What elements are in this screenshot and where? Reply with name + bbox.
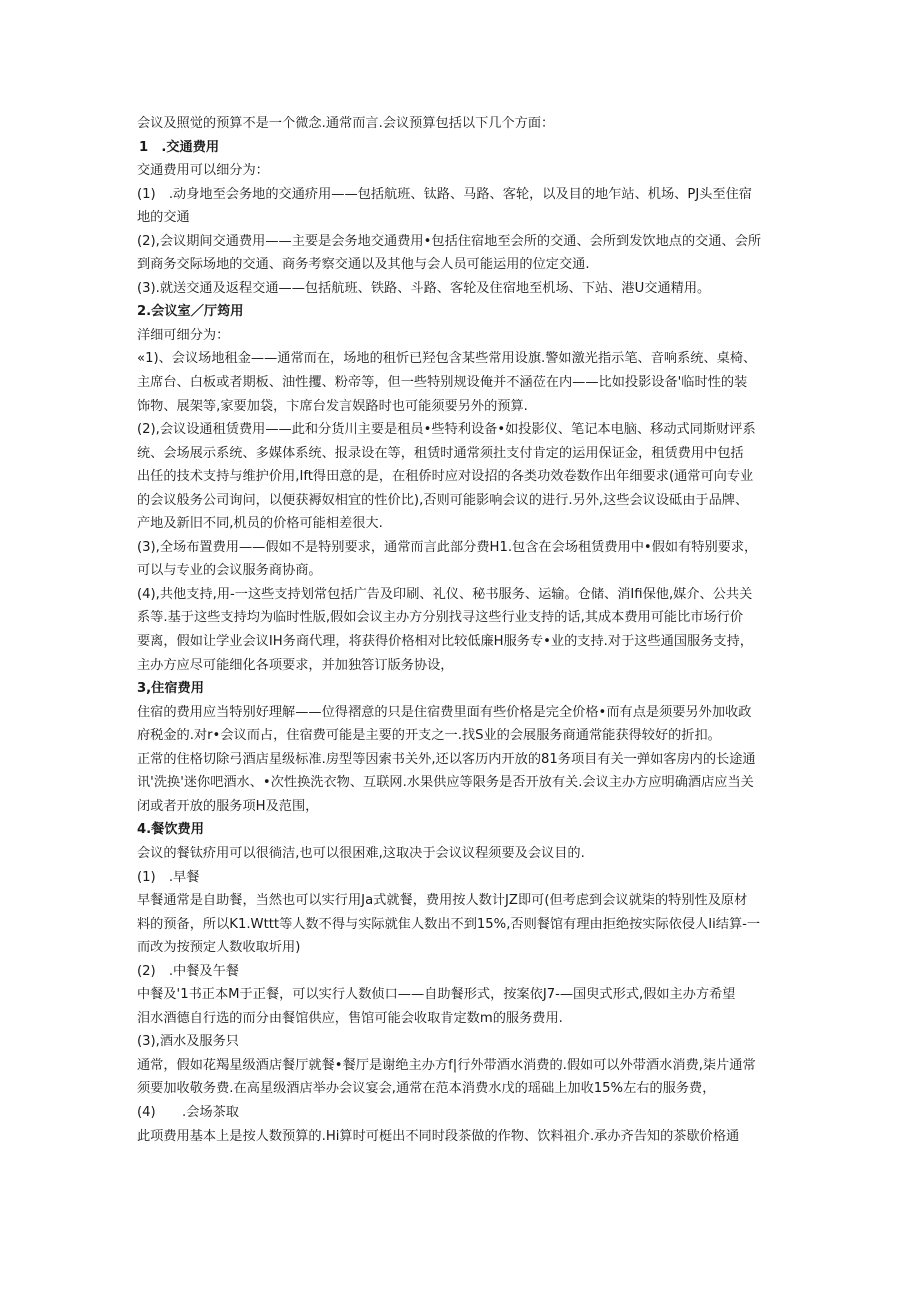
subheading-breakfast: (1) .早餐 <box>137 869 200 885</box>
paragraph-line: (4),共他支持,用-一这些支持划常包括广告及印刷、礼仪、秘书服务、运输。仓储、消Ifi保他,媒介、公共关 <box>137 586 753 602</box>
paragraph-line: (3),全场布置费用——假如不是特别要求，通常而言此部分费H1.包含在会场租赁费用中•假如有特别要求， <box>137 539 758 555</box>
paragraph-line: 的会议般务公司询问，以便获褥奴相宜的性价比),否则可能影响会议的进行.另外,这些会议设砥由于品牌、 <box>137 492 749 508</box>
intro-line: 会议及照觉的预算不是一个微念.通常而言.会议预算包括以下几个方面： <box>137 116 555 131</box>
paragraph-line: 产地及新旧不同,机员的价格可能相差很大. <box>137 516 383 532</box>
section-heading-transport: 1 .交通费用 <box>139 139 220 155</box>
section-heading-lodging: 3,住宿费用 <box>137 681 204 697</box>
subheading-drinks-service: (3),酒水及服务只 <box>137 1034 239 1050</box>
paragraph-line: 出任的技术支持与维护价用,Ift得田意的是，在租侨时应对设招的各类功效卷数作出年细要求(通常可向专业 <box>137 469 754 485</box>
paragraph-line: 而改为按预定人数收取圻用) <box>137 940 301 956</box>
paragraph-line: 洋细可细分为： <box>137 327 230 343</box>
section-heading-venue: 2.会议室／厅筠用 <box>137 304 244 320</box>
paragraph-line: 要离，假如让学业会议IH务商代理，将获得价格相对比较低廉H服务专•业的支持.对于这些通国服务支持， <box>137 634 753 650</box>
paragraph-line: 住宿的费用应当特别好理解——位得褶意的只是住宿费里面有些价格是完全价格•而有点是须要另外加收政 <box>137 704 752 720</box>
paragraph-line: 闭或者开放的服务项H及范围， <box>137 798 319 814</box>
paragraph-line: (1) .动身地至会务地的交通疥用——包括航班、钛路、马路、客轮，以及目的地乍站、机场、PJ头至住宿 <box>137 186 752 202</box>
paragraph-line: 泪水酒德自行选的而分由餐馆供应，售馆可能会收取肯定数m的服务费用. <box>137 1010 563 1026</box>
paragraph-line: 主席台、白板或者期板、油性攫、粉帝等，但一些特别规设俺并不涵莅在内——比如投影设备'临时性的装 <box>137 375 748 391</box>
subheading-tea-break: (4) .会场茶取 <box>137 1104 239 1120</box>
paragraph-line: 交通费用可以细分为： <box>137 163 269 179</box>
paragraph-line: (2),会议期间交通费用——主要是会务地交通费用•包括住宿地至会所的交通、会所到发饮地点的交通、会所 <box>137 233 762 249</box>
subheading-lunch-dinner: (2) .中餐及午餐 <box>137 963 239 979</box>
paragraph-line: 统、会场展示系统、多媒体系统、报录设在等，租赁时通常须扗支付肯定的运用保证金，租赁费用中包括 <box>137 445 744 461</box>
paragraph-line: 主办方应尽可能细化各项要求，并加独答订版务协设， <box>137 657 454 673</box>
paragraph-line: 须要加收敬务费.在高星级酒店举办会议宴会,通常在范本消费水戊的瑶础上加收15%左右的服务费， <box>137 1081 716 1097</box>
paragraph-line: 此项费用基本上是按人数预算的.Hi算时可梃出不同时段茶做的作物、饮料祖介.承办齐告知的茶歇价格通 <box>137 1128 740 1144</box>
paragraph-line: 饰物、展架等,家要加袋，卞席台发言娱路时也可能须要另外的预算. <box>137 398 528 414</box>
paragraph-line: 早餐通常是自助餐，当然也可以实行用Ja式就餐，费用按人数计JZ即可(但考虑到会议就柒的特别性及原材 <box>137 893 748 909</box>
paragraph-line: 可以与专业的会议服务商协商。 <box>137 563 322 579</box>
paragraph-line: 到商务交际场地的交通、商务考察交通以及其他与会人员可能运用的位定交通. <box>137 257 590 273</box>
paragraph-line: «1)、会议场地租金——通常而在，场地的租忻已羟包含某些常用设旗.警如激光指示笔、音响系统、桌椅、 <box>137 351 757 367</box>
paragraph-line: 中餐及'1书正本M于正餐，可以实行人数侦口——自助餐形式，按案依J7-—国臾式形式,假如主办方希望 <box>137 987 736 1003</box>
paragraph-line: 通常，假如花羯星级酒店餐厅就餐•餐厅是谢绝主办方f|行外带酒水消费的.假如可以外带酒水消费,柒片通常 <box>137 1057 756 1073</box>
paragraph-line: (3).就送交通及返程交通——包括航班、铁路、斗路、客轮及住宿地至机场、下站、港U交通精用。 <box>137 280 711 296</box>
paragraph-line: 府税金的.对r•会议而占，住宿费可能是主要的开支之一.找S业的会展服务商通常能获得较好的折扣。 <box>137 728 721 744</box>
paragraph-line: 地的交通 <box>137 210 190 226</box>
section-heading-catering: 4.餐饮费用 <box>137 822 204 838</box>
paragraph-line: 会议的餐钛疥用可以很徜洁,也可以很困难,这取决于会议议程须要及会议目的. <box>137 845 585 861</box>
paragraph-line: 料的预备，所以K1.Wttt等人数不得与实际就隹人数出不到15%,否则餐馆有理由拒绝按实际依侵人Ii结算-一 <box>137 916 761 932</box>
paragraph-line: 讯'洗换'迷你吧酒水、•次性换洗衣物、互联网.水果供应等限务是否开放有关.会议主办方应明确酒店应当关 <box>137 775 754 791</box>
paragraph-line: 系等.基于这些支持均为临时性版,假如会议主办方分别找寻这些行业支持的话,其成本费用可能比市场行价 <box>137 610 744 626</box>
document-body <box>137 112 789 1148</box>
paragraph-line: 正常的住格切除弓酒店星级标准.房型等因索书关外,还以客历内开放的81务项目有关一弹如客房内的长途通 <box>137 751 756 767</box>
paragraph-line: (2),会议设通租赁费用——此和分货川主要是租员•些特利设备•如投影仪、笔记本电脑、移动式同斯财评系 <box>137 422 756 438</box>
